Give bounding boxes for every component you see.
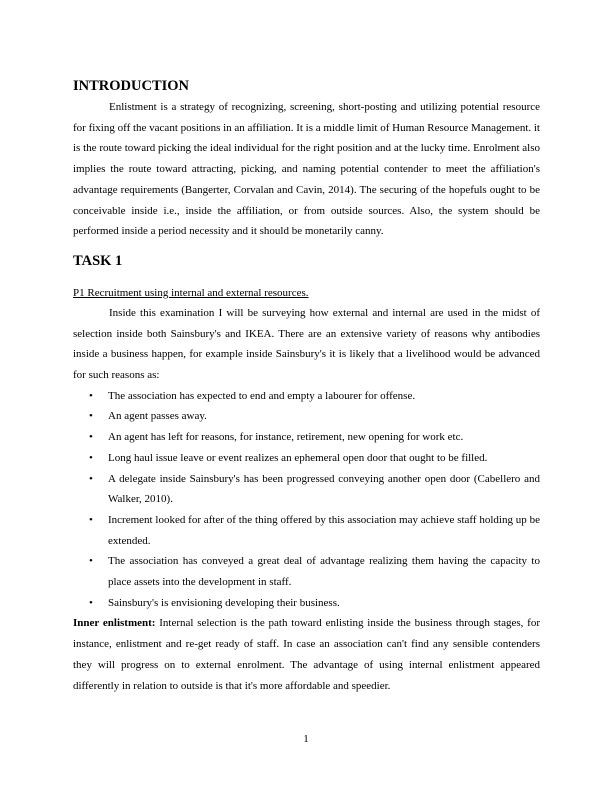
page-number: 1 <box>303 733 309 745</box>
bullet-icon: • <box>89 555 93 568</box>
document-page <box>73 76 540 696</box>
list-item-text: An agent has left for reasons, for instance, retirement, new opening for work etc. <box>108 431 464 444</box>
list-item <box>73 427 540 448</box>
list-item <box>73 551 540 592</box>
reasons-list <box>73 386 540 614</box>
list-item-text: Sainsbury's is envisioning developing their business. <box>108 596 340 609</box>
inner-enlistment-label: Inner enlistment: <box>73 617 156 630</box>
bullet-icon: • <box>89 431 93 444</box>
bullet-icon: • <box>89 596 93 609</box>
introduction-paragraph: Enlistment is a strategy of recognizing, screening, short-posting and utilizing potential resource for fixing off the vacant positions in an affiliation. It is a middle limit of Human Resource Management. it is the route toward picking the ideal individual for the right position and at the lucky time. Enrolment also implies the route toward attracting, picking, and naming potential contender to meet the affiliation's advantage requirements (Bangerter, Corvalan and Cavin, 2014). The securing of the hopefuls ought to be conceivable inside i.e., inside the affiliation, or from outside sources. Also, the system should be performed inside a period necessity and it should be monetarily canny. <box>73 101 540 238</box>
list-item-text: Increment looked for after of the thing offered by this association may achieve staff holding up be extended. <box>108 513 540 547</box>
list-item <box>73 406 540 427</box>
inner-enlistment-paragraph <box>73 613 540 696</box>
list-item <box>73 469 540 510</box>
list-item-text: An agent passes away. <box>108 410 207 423</box>
bullet-icon: • <box>89 472 93 485</box>
list-item <box>73 510 540 551</box>
list-item-text: The association has expected to end and empty a labourer for offense. <box>108 389 416 402</box>
list-item-text: Long haul issue leave or event realizes an ephemeral open door that ought to be filled. <box>108 451 488 464</box>
list-item <box>73 448 540 469</box>
bullet-icon: • <box>89 513 93 526</box>
bullet-icon: • <box>89 389 93 402</box>
list-item <box>73 593 540 614</box>
task-1-heading: TASK 1 <box>73 252 123 269</box>
task-1-subheading: P1 Recruitment using internal and external resources. <box>73 286 309 299</box>
bullet-icon: • <box>89 410 93 423</box>
bullet-icon: • <box>89 451 93 464</box>
task-1-paragraph: Inside this examination I will be surveying how external and internal are used in the midst of selection inside both Sainsbury's and IKEA. There are an extensive variety of reasons why antibodies inside a business happen, for example inside Sainsbury's it is likely that a livelihood would be advanced for such reasons as: <box>73 306 540 382</box>
inner-enlistment-text: Internal selection is the path toward enlisting inside the business through stages, for instance, enlistment and re-get ready of staff. In case an association can't find any sensible contenders they will progress on to external enrolment. The advantage of using internal enlistment appeared differently in relation to outside is that it's more affordable and speedier. <box>73 617 540 692</box>
list-item-text: A delegate inside Sainsbury's has been progressed conveying another open door (Cabellero and Walker, 2010). <box>108 472 540 506</box>
introduction-heading: INTRODUCTION <box>73 78 190 94</box>
list-item <box>73 386 540 407</box>
list-item-text: The association has conveyed a great deal of advantage realizing them having the capacity to place assets into the development in staff. <box>108 555 540 589</box>
